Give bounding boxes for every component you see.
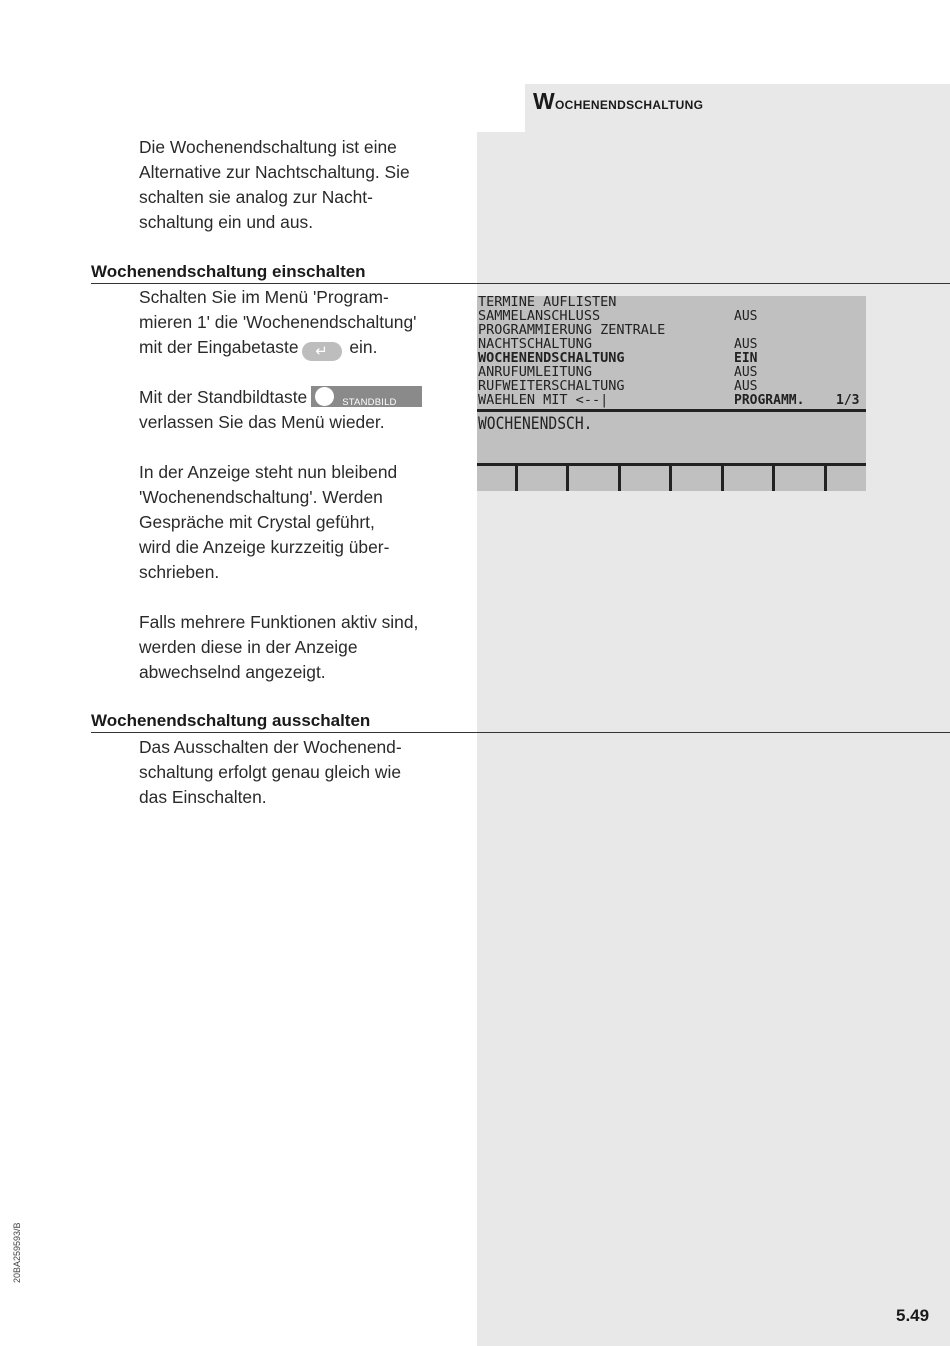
off-paragraph-1 bbox=[139, 735, 459, 810]
text-line: mieren 1' die 'Wochenendschaltung' bbox=[139, 312, 417, 332]
display-row-label: SAMMELANSCHLUSS bbox=[478, 309, 601, 324]
page-title-rest: ochenendschaltung bbox=[555, 94, 704, 113]
section-rule bbox=[91, 732, 950, 733]
intro-paragraph bbox=[139, 135, 459, 235]
text-line: abwechselnd angezeigt. bbox=[139, 662, 326, 682]
text-line: schrieben. bbox=[139, 562, 220, 582]
text-line: Das Ausschalten der Wochenend- bbox=[139, 737, 402, 757]
intro-line: schaltung ein und aus. bbox=[139, 212, 314, 232]
display-row-value: AUS bbox=[734, 337, 758, 352]
text-fragment: ein. bbox=[349, 337, 378, 357]
display-row-label: WAEHLEN MIT <--| bbox=[478, 393, 609, 408]
softkey-divider bbox=[721, 466, 724, 491]
softkey-divider bbox=[824, 466, 827, 491]
enter-key-icon: ↵ bbox=[302, 342, 342, 361]
display-row-label: PROGRAMMIERUNG ZENTRALE bbox=[478, 323, 666, 338]
softkey-divider bbox=[566, 466, 569, 491]
page-title-initial: W bbox=[533, 88, 556, 114]
text-line: wird die Anzeige kurzzeitig über- bbox=[139, 537, 390, 557]
intro-line: schalten sie analog zur Nacht- bbox=[139, 187, 373, 207]
text-line: das Einschalten. bbox=[139, 787, 267, 807]
document-code: 20BA259593/B bbox=[12, 1222, 22, 1283]
section-rule bbox=[91, 283, 950, 284]
section-heading-einschalten: Wochenendschaltung einschalten bbox=[91, 262, 366, 281]
text-fragment: mit der Eingabetaste bbox=[139, 337, 299, 357]
display-entry-text: WOCHENENDSCH. bbox=[478, 414, 593, 434]
display-separator bbox=[477, 409, 866, 412]
section-heading-ausschalten: Wochenendschaltung ausschalten bbox=[91, 711, 371, 730]
display-row-value: AUS bbox=[734, 309, 758, 324]
display-row-label: RUFWEITERSCHALTUNG bbox=[478, 379, 625, 394]
display-page-indicator: 1/3 bbox=[836, 393, 860, 408]
text-line: 'Wochenendschaltung'. Werden bbox=[139, 487, 383, 507]
text-fragment: Mit der Standbildtaste bbox=[139, 387, 308, 407]
softkey-divider bbox=[515, 466, 518, 491]
text-line: Falls mehrere Funktionen aktiv sind, bbox=[139, 612, 419, 632]
text-line: Schalten Sie im Menü 'Program- bbox=[139, 287, 389, 307]
text-line: Gespräche mit Crystal geführt, bbox=[139, 512, 375, 532]
display-row-label-selected: WOCHENENDSCHALTUNG bbox=[478, 351, 625, 366]
text-line: verlassen Sie das Menü wieder. bbox=[139, 412, 385, 432]
intro-line: Alternative zur Nachtschaltung. Sie bbox=[139, 162, 410, 182]
standbild-key-icon bbox=[311, 386, 422, 407]
display-row-label: TERMINE AUFLISTEN bbox=[478, 295, 617, 310]
standbild-knob bbox=[315, 387, 334, 406]
page-title bbox=[533, 88, 703, 115]
text-line bbox=[139, 385, 459, 410]
display-row-value-selected: EIN bbox=[734, 351, 758, 366]
display-row-value: AUS bbox=[734, 379, 758, 394]
on-paragraph-3 bbox=[139, 460, 459, 585]
softkey-divider bbox=[772, 466, 775, 491]
display-row-value: AUS bbox=[734, 365, 758, 380]
display-mode-label: PROGRAMM. bbox=[734, 393, 805, 408]
on-paragraph-4 bbox=[139, 610, 459, 685]
softkey-divider bbox=[618, 466, 621, 491]
text-line: In der Anzeige steht nun bleibend bbox=[139, 462, 398, 482]
display-row-label: NACHTSCHALTUNG bbox=[478, 337, 592, 352]
on-paragraph-1 bbox=[139, 285, 459, 360]
standbild-key-label: STANDBILD bbox=[342, 397, 397, 408]
on-paragraph-2 bbox=[139, 385, 459, 435]
text-line bbox=[139, 335, 459, 360]
telephone-display bbox=[477, 296, 866, 491]
intro-line: Die Wochenendschaltung ist eine bbox=[139, 137, 397, 157]
text-line: schaltung erfolgt genau gleich wie bbox=[139, 762, 401, 782]
display-row-label: ANRUFUMLEITUNG bbox=[478, 365, 592, 380]
page-number: 5.49 bbox=[896, 1306, 930, 1325]
text-line: werden diese in der Anzeige bbox=[139, 637, 358, 657]
softkey-divider bbox=[669, 466, 672, 491]
